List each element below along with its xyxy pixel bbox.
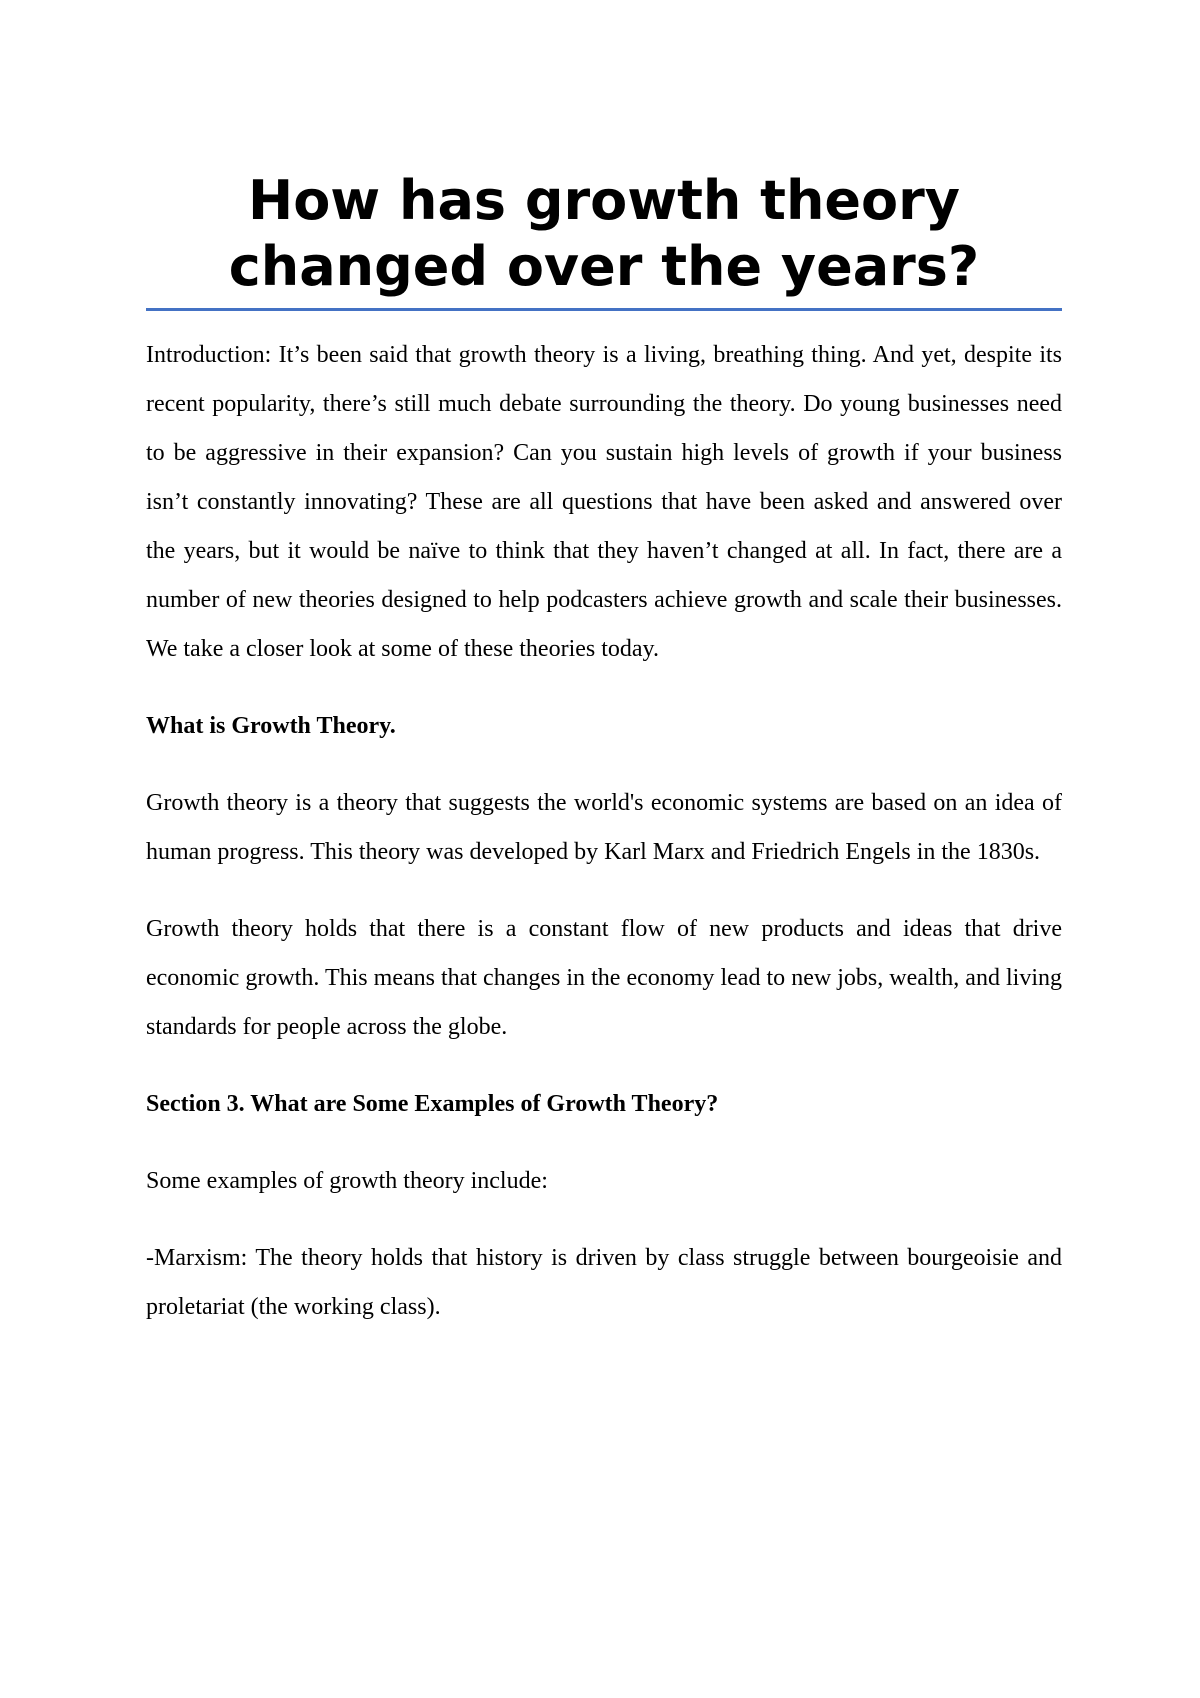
section-heading-what-is-growth-theory: What is Growth Theory. <box>146 713 396 739</box>
marxism-example-paragraph: -Marxism: The theory holds that history is driven by class struggle between bourgeoisie and proletariat (the working class). <box>146 1245 1062 1320</box>
examples-intro-paragraph: Some examples of growth theory include: <box>146 1168 548 1194</box>
intro-paragraph: Introduction: It’s been said that growth theory is a living, breathing thing. And yet, despite its recent popularity, there’s still much debate surrounding the theory. Do young businesses need to be aggressive in their expansion? Can you sustain high levels of growth if your business isn’t constantly innovating? These are all questions that have been asked and answered over the years, but it would be naïve to think that they haven’t changed at all. In fact, there are a number of new theories designed to help podcasters achieve growth and scale their businesses. We take a closer look at some of these theories today. <box>146 342 1062 662</box>
section-heading-examples: Section 3. What are Some Examples of Growth Theory? <box>146 1091 719 1117</box>
growth-theory-flow-paragraph: Growth theory holds that there is a constant flow of new products and ideas that drive economic growth. This means that changes in the economy lead to new jobs, wealth, and living standards for people across the globe. <box>146 916 1062 1040</box>
growth-theory-definition-paragraph: Growth theory is a theory that suggests the world's economic systems are based on an idea of human progress. This theory was developed by Karl Marx and Friedrich Engels in the 1830s. <box>146 790 1062 865</box>
document-page <box>146 168 1062 1332</box>
document-title: How has growth theory changed over the years? <box>146 168 1062 311</box>
